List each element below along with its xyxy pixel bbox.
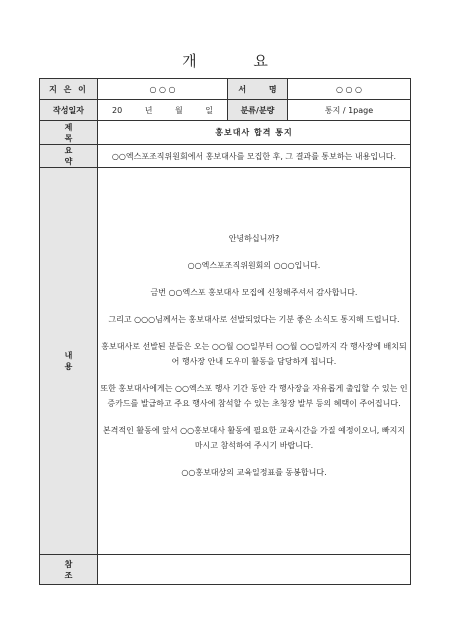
summary-label: 요 약 bbox=[40, 145, 98, 168]
subject-label: 제 목 bbox=[40, 121, 98, 145]
reference-label: 참 조 bbox=[40, 555, 98, 585]
reference-row bbox=[40, 555, 411, 585]
date-value: 20 년 월 일 bbox=[98, 100, 228, 121]
content-paragraph: 또한 홍보대사에게는 ○○엑스포 행사 기간 동안 각 행사장을 자유롭게 출입할 수 있는 인증카드를 발급하고 주요 행사에 참석할 수 있는 초청장 발부 등의 혜택이 주어집니다. bbox=[100, 383, 408, 408]
author-label: 지 은 이 bbox=[40, 79, 98, 100]
summary-value: ○○엑스포조직위원회에서 홍보대사를 모집한 후, 그 결과를 통보하는 내용입니다. bbox=[98, 145, 411, 168]
content-paragraph: ○○홍보대상의 교육일정표를 동봉합니다. bbox=[181, 467, 327, 477]
summary-row bbox=[40, 145, 411, 168]
content-body bbox=[98, 168, 411, 555]
subject-row bbox=[40, 121, 411, 145]
overview-form bbox=[39, 78, 411, 585]
name-value: ○ ○ ○ bbox=[288, 79, 411, 100]
document-title: 개 요 bbox=[182, 52, 294, 70]
content-row bbox=[40, 168, 411, 555]
content-paragraph: 그리고 ○○○님께서는 홍보대사로 선발되었다는 기분 좋은 소식도 통지해 드립니다. bbox=[108, 314, 400, 324]
content-paragraph: 안녕하십니까? bbox=[228, 233, 280, 243]
content-paragraph: 홍보대사로 선발된 분들은 오는 ○○월 ○○일부터 ○○월 ○○일까지 각 행사장에 배치되어 행사장 안내 도우미 활동을 담당하게 됩니다. bbox=[101, 341, 407, 366]
subject-value: 홍보대사 합격 통지 bbox=[98, 121, 411, 145]
reference-value bbox=[98, 555, 411, 585]
author-row bbox=[40, 79, 411, 100]
content-paragraph: 금번 ○○엑스포 홍보대사 모집에 신청해주셔서 감사합니다. bbox=[150, 287, 358, 297]
content-label: 내 용 bbox=[40, 168, 98, 555]
date-row bbox=[40, 100, 411, 121]
content-paragraph: ○○엑스포조직위원회의 ○○○입니다. bbox=[187, 260, 321, 270]
date-label: 작성일자 bbox=[40, 100, 98, 121]
content-paragraph: 본격적인 활동에 앞서 ○○홍보대사 활동에 필요한 교육시간을 가질 예정이오니, 빠지지 마시고 참석하여 주시기 바랍니다. bbox=[102, 425, 406, 450]
name-label: 서 명 bbox=[228, 79, 288, 100]
category-value: 통지 / 1page bbox=[288, 100, 411, 121]
author-value: ○ ○ ○ bbox=[98, 79, 228, 100]
category-label: 분류/분량 bbox=[228, 100, 288, 121]
